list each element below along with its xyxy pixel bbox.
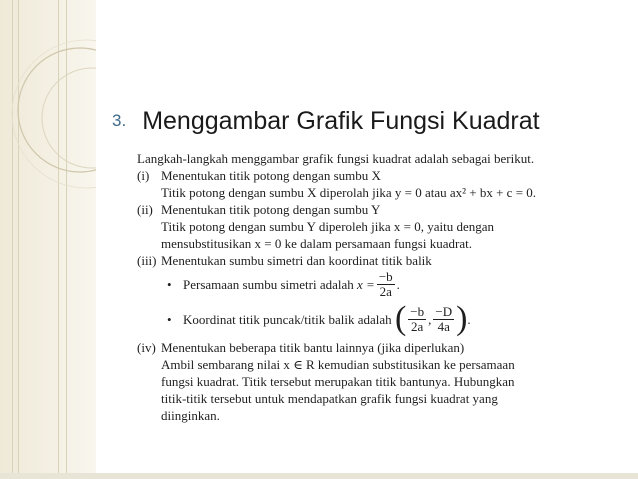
numerator: −b <box>410 303 425 319</box>
step-body: Ambil sembarang nilai x ∈ R kemudian substitusikan ke persamaan fungsi kuadrat. Titik tersebut merupakan titik bantunya. Hubungkan titik-titik tersebut untuk mendapatkan grafik fungsi kuadrat yang diinginkan. <box>161 357 515 423</box>
bullet-dot: • <box>167 311 172 327</box>
step-4 <box>137 339 537 424</box>
step-title: Menentukan titik potong dengan sumbu Y <box>161 202 381 217</box>
step-label: (i) <box>137 168 150 183</box>
step-3 <box>137 252 537 269</box>
slide-heading <box>112 107 540 136</box>
fraction-y <box>433 305 454 334</box>
right-paren: ) <box>456 300 468 337</box>
fraction-x <box>408 305 426 334</box>
section-number: 3. <box>112 111 127 130</box>
step-label: (iv) <box>137 340 156 355</box>
bottom-bar <box>0 473 638 479</box>
left-paren: ( <box>394 300 407 337</box>
decorative-circles <box>0 0 96 479</box>
step-2 <box>137 201 537 252</box>
intro-paragraph: Langkah-langkah menggambar grafik fungsi kuadrat adalah sebagai berikut. <box>137 151 535 166</box>
step-label: (iii) <box>137 253 157 268</box>
section-title: Menggambar Grafik Fungsi Kuadrat <box>142 107 540 135</box>
numerator: −D <box>435 303 453 319</box>
denominator: 2a <box>411 318 424 334</box>
formula-suffix: . <box>396 276 400 292</box>
denominator: 2a <box>379 283 392 299</box>
bullet-dot: • <box>167 276 172 292</box>
decorative-sidebar <box>0 0 96 479</box>
step-body: Titik potong dengan sumbu X diperolah jika y = 0 atau ax² + bx + c = 0. <box>161 185 537 200</box>
step-body: Titik potong dengan sumbu Y diperoleh jika x = 0, yaitu dengan mensubstitusikan x = 0 ke dalam persamaan fungsi kuadrat. <box>161 219 495 251</box>
step-title: Menentukan titik potong dengan sumbu X <box>161 168 381 183</box>
bullet-vertex: • Koordinat titik puncak/titik balik adalah ( $\frac{-b}{2a}$ , $\frac{-D}{4a}$ ) . <box>167 300 471 337</box>
step-1 <box>137 167 537 201</box>
numerator: −b <box>378 268 393 284</box>
formula-lhs: x = <box>357 276 375 292</box>
step-label: (ii) <box>137 202 153 217</box>
denominator: 4a <box>437 318 450 334</box>
bullet-axis-symmetry <box>137 269 537 299</box>
fraction <box>377 270 395 299</box>
bullet-text: Koordinat titik puncak/titik balik adalah <box>183 311 392 327</box>
step-title: Menentukan beberapa titik bantu lainnya (jika diperlukan) <box>161 340 465 355</box>
step-title: Menentukan sumbu simetri dan koordinat titik balik <box>161 253 432 268</box>
bullet-text: Persamaan sumbu simetri adalah <box>183 276 354 292</box>
formula-suffix: . <box>467 311 471 327</box>
content-body <box>137 150 537 424</box>
